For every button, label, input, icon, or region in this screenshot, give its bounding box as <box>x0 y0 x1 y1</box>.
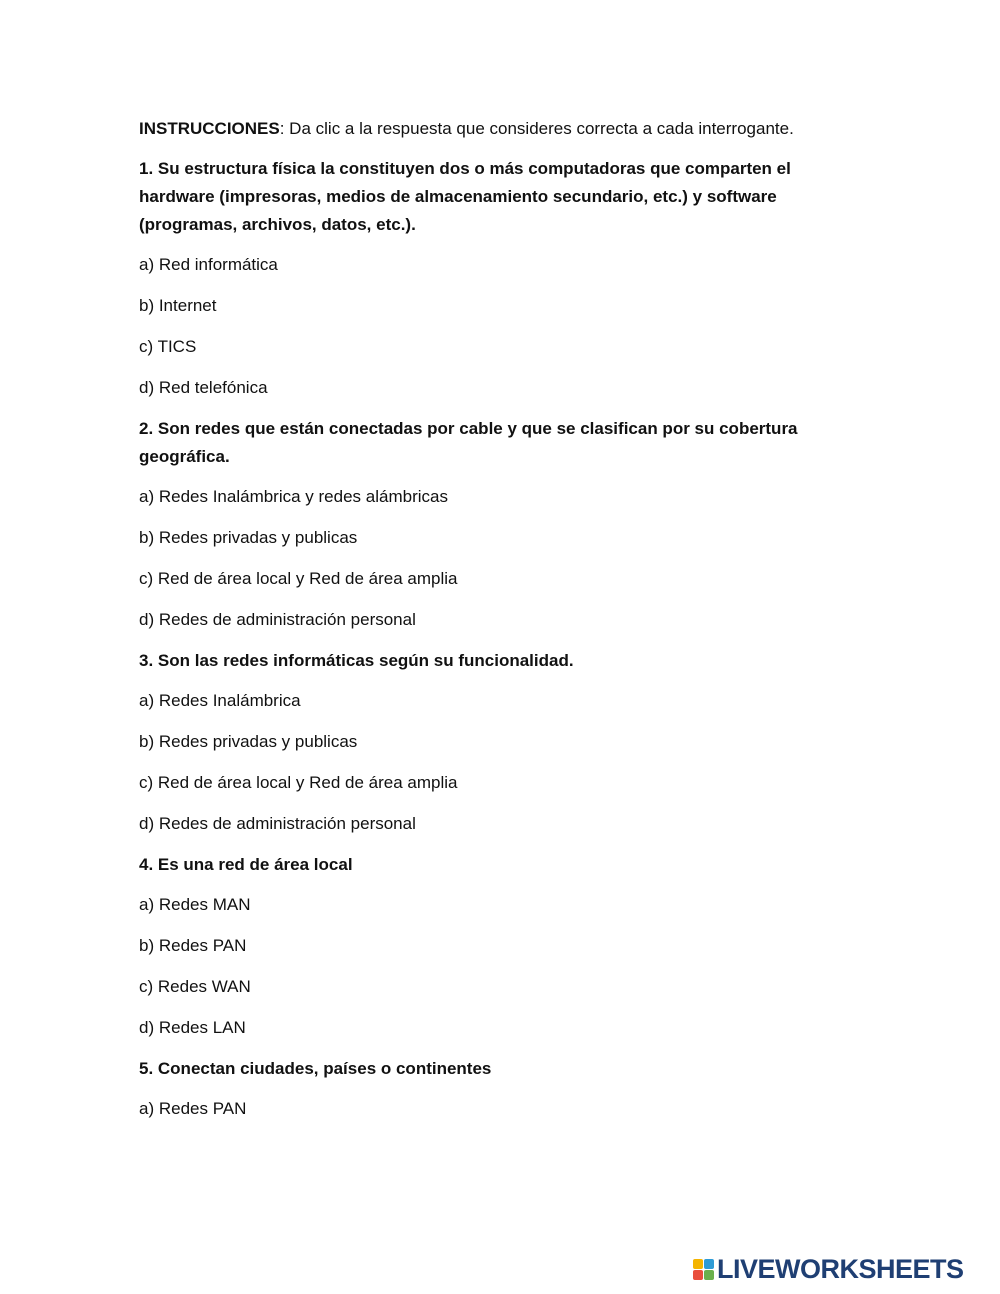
answer-option[interactable]: a) Red informática <box>139 255 278 274</box>
answer-option[interactable]: b) Redes privadas y publicas <box>139 528 358 547</box>
question-text: 1. Su estructura física la constituyen dos o más computadoras que comparten el hardware (impresoras, medios de almacenamiento secundario, etc.) y software (programas, archivos, datos, etc.). <box>139 159 791 234</box>
answer-option[interactable]: a) Redes Inalámbrica y redes alámbricas <box>139 487 448 506</box>
question-text: 3. Son las redes informáticas según su funcionalidad. <box>139 651 574 670</box>
question-text: 4. Es una red de área local <box>139 855 353 874</box>
answer-option[interactable]: a) Redes MAN <box>139 895 251 914</box>
liveworksheets-logo <box>693 1254 964 1284</box>
question-2 <box>139 415 869 634</box>
answer-option[interactable]: c) Redes WAN <box>139 977 251 996</box>
logo-block <box>693 1259 703 1269</box>
logo-block <box>704 1259 714 1269</box>
logo-block <box>704 1270 714 1280</box>
question-3 <box>139 647 869 838</box>
answer-option[interactable]: a) Redes PAN <box>139 1099 247 1118</box>
answer-option[interactable]: d) Redes de administración personal <box>139 814 416 833</box>
question-text: 5. Conectan ciudades, países o continentes <box>139 1059 492 1078</box>
question-1 <box>139 155 869 402</box>
instructions <box>139 115 869 143</box>
answer-option[interactable]: b) Internet <box>139 296 217 315</box>
instructions-label: INSTRUCCIONES <box>139 119 280 138</box>
answer-option[interactable]: c) Red de área local y Red de área amplia <box>139 773 458 792</box>
answer-option[interactable]: b) Redes privadas y publicas <box>139 732 358 751</box>
logo-text: LIVEWORKSHEETS <box>717 1254 964 1284</box>
logo-block <box>693 1270 703 1280</box>
worksheet-page <box>139 115 869 1136</box>
question-4 <box>139 851 869 1042</box>
instructions-text: : Da clic a la respuesta que consideres correcta a cada interrogante. <box>279 119 794 138</box>
answer-option[interactable]: d) Redes de administración personal <box>139 610 416 629</box>
logo-blocks-icon <box>693 1259 714 1280</box>
answer-option[interactable]: d) Redes LAN <box>139 1018 246 1037</box>
answer-option[interactable]: d) Red telefónica <box>139 378 268 397</box>
question-text: 2. Son redes que están conectadas por cable y que se clasifican por su cobertura geográfica. <box>139 419 798 466</box>
answer-option[interactable]: c) TICS <box>139 337 197 356</box>
question-5 <box>139 1055 869 1123</box>
answer-option[interactable]: a) Redes Inalámbrica <box>139 691 301 710</box>
answer-option[interactable]: b) Redes PAN <box>139 936 247 955</box>
answer-option[interactable]: c) Red de área local y Red de área amplia <box>139 569 458 588</box>
